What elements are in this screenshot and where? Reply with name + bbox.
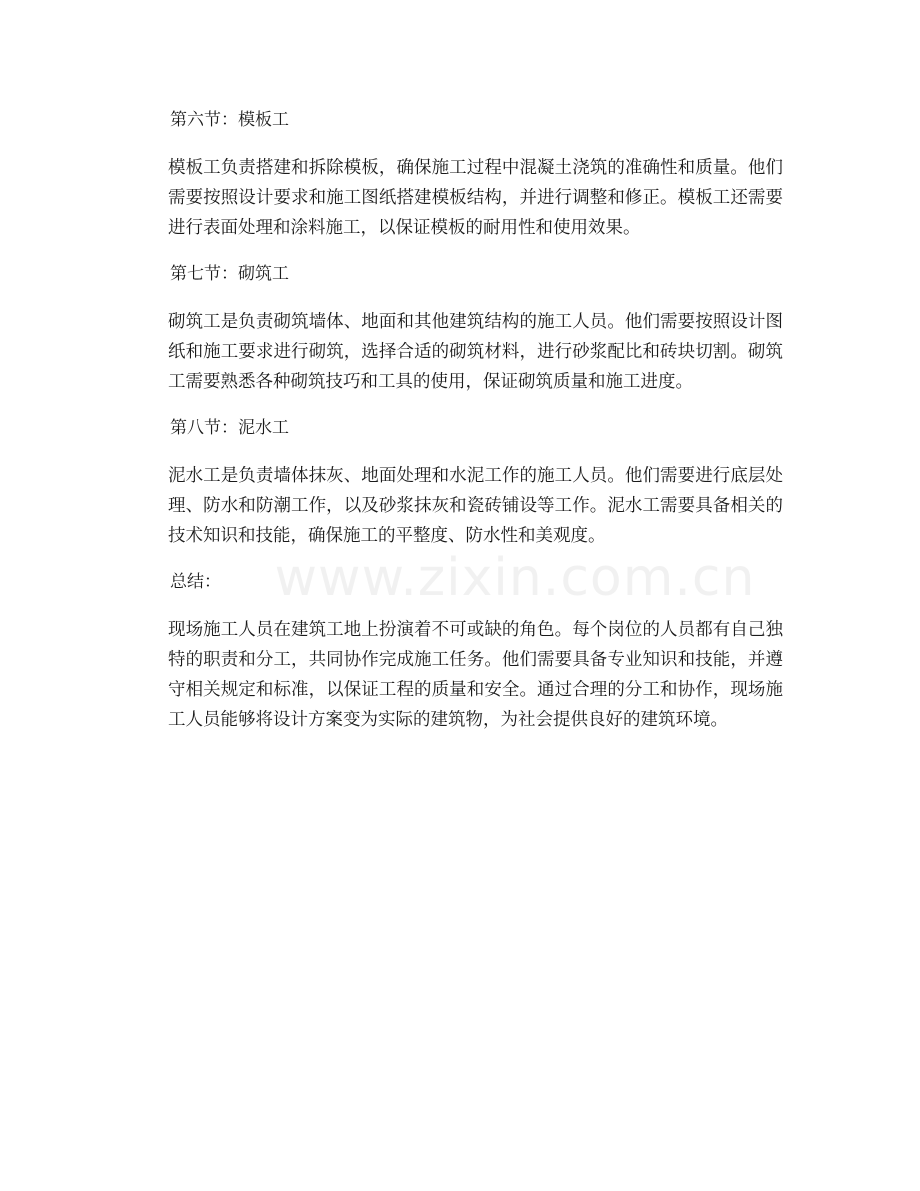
section-paragraph: 砌筑工是负责砌筑墙体、地面和其他建筑结构的施工人员。他们需要按照设计图纸和施工要求进行砌筑，选择合适的砌筑材料，进行砂浆配比和砖块切割。砌筑工需要熟悉各种砌筑技巧和工具的使用，保证砌筑质量和施工进度。 (168, 312, 783, 392)
section-paragraph: 泥水工是负责墙体抹灰、地面处理和水泥工作的施工人员。他们需要进行底层处理、防水和防潮工作，以及砂浆抹灰和瓷砖铺设等工作。泥水工需要具备相关的技术知识和技能，确保施工的平整度、防水性和美观度。 (168, 466, 783, 546)
section-heading: 第八节：泥水工 (170, 418, 289, 438)
section-plastering (168, 413, 783, 551)
section-paragraph: 模板工负责搭建和拆除模板，确保施工过程中混凝土浇筑的准确性和质量。他们需要按照设计要求和施工图纸搭建模板结构，并进行调整和修正。模板工还需要进行表面处理和涂料施工，以保证模板的耐用性和使用效果。 (168, 158, 783, 238)
section-formwork (168, 105, 783, 243)
section-summary (168, 567, 783, 735)
watermark: www.zixin.com.cn (274, 548, 756, 608)
document-body (168, 105, 783, 735)
section-heading: 总结： (170, 572, 221, 592)
section-masonry (168, 259, 783, 397)
section-heading: 第七节：砌筑工 (170, 264, 289, 284)
section-paragraph: 现场施工人员在建筑工地上扮演着不可或缺的角色。每个岗位的人员都有自己独特的职责和分工，共同协作完成施工任务。他们需要具备专业知识和技能，并遵守相关规定和标准，以保证工程的质量和安全。通过合理的分工和协作，现场施工人员能够将设计方案变为实际的建筑物，为社会提供良好的建筑环境。 (168, 620, 783, 730)
section-heading: 第六节：模板工 (170, 110, 289, 130)
